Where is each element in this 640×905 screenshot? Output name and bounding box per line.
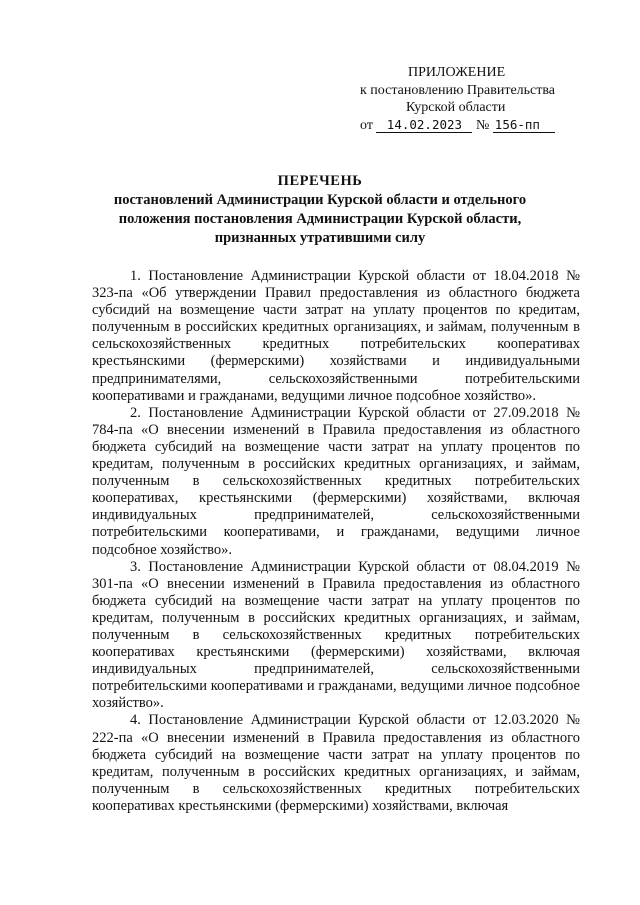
list-item-2: 2. Постановление Администрации Курской области от 27.09.2018 № 784-па «О внесении изменений в Правила предоставления из областного бюджета субсидий на возмещение части затрат на уплату процентов по кредитам, полученным в российских кредитных организациях, и займам, полученным в сельскохозяйственных кредитных потребительских кооперативах, крестьянскими (фермерскими) хозяйствами, включая индивидуальных предпринимателей, сельскохозяйственными потребительскими кооперативами, и гражданами, ведущими личное подсобное хозяйство».: [92, 404, 580, 558]
document-subtitle-line-3: признанных утратившими силу: [214, 230, 426, 246]
list-item-1: 1. Постановление Администрации Курской области от 18.04.2018 № 323-па «Об утверждении Правил предоставления из областного бюджета субсидий на возмещение части затрат на уплату процентов по кредитам, полученным в российских кредитных организациях, и займам, полученным в сельскохозяйственных кредитных потребительских кооперативах крестьянскими (фермерскими) хозяйствами и индивидуальными предпринимателями, сельскохозяйственными потребительскими кооперативами и гражданами, ведущими личное подсобное хозяйство».: [92, 268, 580, 404]
document-body: [92, 268, 580, 815]
number-prefix: №: [475, 117, 490, 133]
date-field: 14.02.2023: [376, 118, 472, 133]
appendix-date-line: [360, 117, 610, 135]
appendix-line-2: Курской области: [406, 100, 506, 115]
date-prefix: от: [360, 117, 373, 133]
document-subtitle-line-2: положения постановления Администрации Курской области,: [118, 211, 522, 227]
appendix-title: ПРИЛОЖЕНИЕ: [408, 65, 506, 80]
list-item-4: 4. Постановление Администрации Курской области от 12.03.2020 № 222-па «О внесении изменений в Правила предоставления из областного бюджета субсидий на возмещение части затрат на уплату процентов по кредитам, полученным в российских кредитных организациях, и займам, полученным в сельскохозяйственных кредитных потребительских кооперативах крестьянскими (фермерскими) хозяйствами, включая: [92, 712, 580, 814]
document-subtitle-line-1: постановлений Администрации Курской области и отдельного: [113, 192, 527, 208]
number-field: 156-пп: [493, 118, 555, 133]
appendix-line-1: к постановлению Правительства: [360, 82, 556, 98]
list-item-3: 3. Постановление Администрации Курской области от 08.04.2019 № 301-па «О внесении изменений в Правила предоставления из областного бюджета субсидий на возмещение части затрат на уплату процентов по кредитам, полученным в российских кредитных организациях, и займам, полученным в сельскохозяйственных кредитных потребительских кооперативах крестьянскими (фермерскими) хозяйствами, включая индивидуальных предпринимателей, сельскохозяйственными потребительскими кооперативами и гражданами, ведущими личное подсобное хозяйство».: [92, 558, 580, 712]
appendix-block: [360, 64, 610, 134]
document-title-block: [60, 172, 580, 248]
document-title: ПЕРЕЧЕНЬ: [277, 173, 363, 189]
